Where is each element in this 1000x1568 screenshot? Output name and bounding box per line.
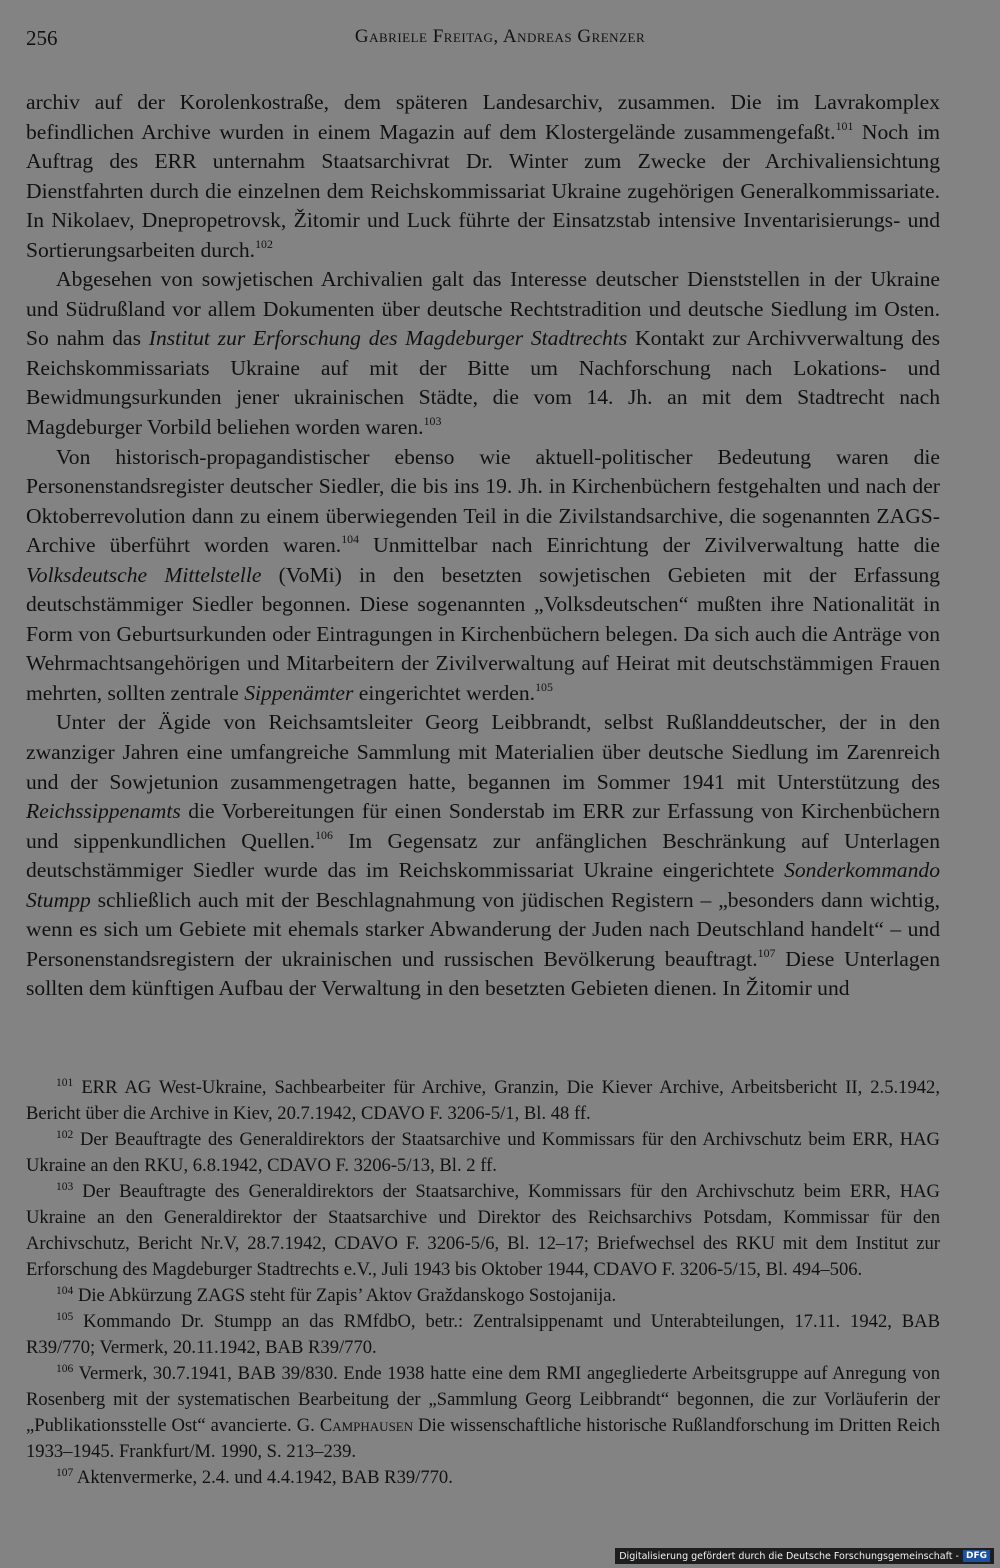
footnote-ref-103[interactable]: 103 xyxy=(423,414,442,429)
text-span: Unter der Ägide von Reichsamtsleiter Georg Leibbrandt, selbst Rußlanddeutscher, der in den zwanziger Jahren eine umfangreiche Sammlung mit Materialien über deutsche Siedlung im Zarenreich und der Sowjetunion zusammengetragen hatte, begannen im Sommer 1941 mit Unterstützung des xyxy=(26,710,940,794)
footnote-ref-105[interactable]: 105 xyxy=(535,680,553,695)
paragraph-1 xyxy=(26,88,940,265)
paragraph-4 xyxy=(26,708,940,1003)
italic-text: Sippenämter xyxy=(244,680,354,705)
text-span: Unmittelbar nach Einrichtung der Zivilverwaltung hatte die xyxy=(359,533,940,558)
page-number: 256 xyxy=(26,26,58,50)
footnote-103 xyxy=(26,1179,940,1283)
footnote-number: 105 xyxy=(56,1311,74,1324)
digitization-footer xyxy=(615,1548,994,1564)
footnote-text: Kommando Dr. Stumpp an das RMfdbO, betr.: Zentralsippenamt und Unterabteilungen, 17.11. 1942, BAB R39/770; Vermerk, 20.11.1942, BAB R39/770. xyxy=(26,1311,941,1358)
text-span: Von historisch-propagandistischer ebenso wie aktuell-politischer Bedeutung waren die Personenstandsregister deutscher Siedler, die bis ins 19. Jh. in Kirchenbüchern festgehalten und nach der Oktoberrevolution dann zu einem überwiegenden Teil in die Zivilstandsarchive, die sogenannten ZAGS-Archive überführt worden waren. xyxy=(26,444,940,558)
footnote-number: 102 xyxy=(56,1129,74,1142)
footnote-102 xyxy=(26,1127,940,1179)
body-text xyxy=(26,88,940,1004)
footer-text: Digitalisierung gefördert durch die Deutsche Forschungsgemeinschaft - xyxy=(619,1550,959,1562)
footnote-107 xyxy=(26,1465,940,1491)
footnote-ref-104[interactable]: 104 xyxy=(341,532,359,547)
footnote-text: ERR AG West-Ukraine, Sachbearbeiter für Archive, Granzin, Die Kiever Archive, Arbeitsbericht II, 2.5.1942, Bericht über die Archive in Kiev, 20.7.1942, CDAVO F. 3206-5/1, Bl. 48 ff. xyxy=(26,1077,940,1124)
text-span: archiv auf der Korolenkostraße, dem späteren Landesarchiv, zusammen. Die im Lavrakomplex befindlichen Archive wurden in einem Magazin auf dem Klostergelände zusammengefaßt. xyxy=(26,90,940,144)
footnote-text: Die wissenschaftliche historische Rußlandforschung im Dritten Reich 1933–1945. Frankfurt/M. 1990, S. 213–239. xyxy=(26,1415,940,1462)
text-span: Im Gegensatz zur anfänglichen Beschränkung auf Unterlagen deutschstämmiger Siedler wurde das im Reichskommissariat Ukraine eingerichtete xyxy=(26,828,940,883)
footnote-ref-106[interactable]: 106 xyxy=(315,827,333,842)
dfg-logo-icon: DFG xyxy=(963,1550,990,1562)
text-span: (VoMi) in den besetzten sowjetischen Gebieten mit der Erfassung deutschstämmiger Siedler begonnen. Diese sogenannten „Volksdeutschen“ mußten ihre Nationalität in Form von Geburtsurkunden oder Eintragungen in Kirchenbüchern belegen. Da sich auch die Anträge von Wehrmachtsangehörigen und Mitarbeitern der Zivilverwaltung auf Heirat mit deutschstämmigen Frauen mehrten, sollten zentrale xyxy=(26,562,940,705)
running-head: Gabriele Freitag, Andreas Grenzer xyxy=(354,26,646,47)
footnotes xyxy=(26,1075,940,1491)
italic-text: Reichssippenamts xyxy=(26,799,181,824)
footnote-number: 104 xyxy=(56,1285,74,1298)
footnote-104 xyxy=(26,1283,940,1309)
footnote-number: 101 xyxy=(56,1077,74,1090)
italic-text: Volksdeutsche Mittelstelle xyxy=(26,562,262,587)
footnote-ref-107[interactable]: 107 xyxy=(757,945,776,960)
footnote-text: Die Abkürzung ZAGS steht für Zapis’ Aktov Graždanskogo Sostojanija. xyxy=(77,1285,617,1306)
text-span: Noch im Auftrag des ERR unternahm Staatsarchivrat Dr. Winter zum Zwecke der Archivaliensichtung Dienstfahrten durch die einzelnen dem Reichskommissariat Ukraine zugehörigen Generalkommissariate. In Nikolaev, Dnepropetrovsk, Žitomir und Luck führte der Einsatzstab intensive Inventarisierungs- und Sortierungsarbeiten durch. xyxy=(26,119,940,262)
page-header xyxy=(26,26,974,56)
footnote-ref-102[interactable]: 102 xyxy=(255,236,273,251)
text-span: schließlich auch mit der Beschlagnahmung von jüdischen Registern – „besonders dann wichtig, wenn es sich um Gebiete mit ehemals starker Abwanderung der Juden nach Deutschland handelt“ – und Personenstandsregistern der ukrainischen und russischen Bevölkerung beauftragt. xyxy=(26,887,940,971)
footnote-106 xyxy=(26,1361,940,1465)
footnote-text: Vermerk, 30.7.1941, BAB 39/830. Ende 1938 hatte eine dem RMI angegliederte Arbeitsgruppe auf Anregung von Rosenberg mit der systematischen Bearbeitung der „Sammlung Georg Leibbrandt“ begonnen, die zur Vorläuferin der „Publikationsstelle Ost“ avancierte. G. xyxy=(26,1363,941,1436)
text-span: Abgesehen von sowjetischen Archivalien galt das Interesse deutscher Dienststellen in der Ukraine und Südrußland vor allem Dokumenten über deutsche Rechtstradition und deutsche Siedlung im Osten. So nahm das xyxy=(26,267,940,351)
italic-text: Institut zur Erforschung des Magdeburger Stadtrechts xyxy=(148,326,628,351)
footnote-101 xyxy=(26,1075,940,1127)
text-span: Diese Unterlagen sollten dem künftigen Aufbau der Verwaltung in den besetzten Gebieten dienen. In Žitomir und xyxy=(26,946,940,1001)
paragraph-2 xyxy=(26,265,940,442)
footnote-105 xyxy=(26,1309,940,1361)
text-span: die Vorbereitungen für einen Sonderstab im ERR zur Erfassung von Kirchenbüchern und sippenkundlichen Quellen. xyxy=(26,799,940,853)
text-span: eingerichtet werden. xyxy=(353,680,536,705)
italic-text: Sonderkommando Stumpp xyxy=(26,858,940,912)
footnote-text: Aktenvermerke, 2.4. und 4.4.1942, BAB R39/770. xyxy=(76,1467,453,1488)
footnote-number: 107 xyxy=(56,1467,74,1480)
footnote-text: Der Beauftragte des Generaldirektors der Staatsarchive und Kommissars für den Archivschutz beim ERR, HAG Ukraine an den RKU, 6.8.1942, CDAVO F. 3206-5/13, Bl. 2 ff. xyxy=(26,1129,940,1176)
footnote-ref-101[interactable]: 101 xyxy=(835,118,854,133)
footnote-number: 106 xyxy=(56,1363,74,1376)
paragraph-3 xyxy=(26,443,940,709)
footnote-text: Der Beauftragte des Generaldirektors der Staatsarchive, Kommissars für den Archivschutz beim ERR, HAG Ukraine an den Generaldirektor der Staatsarchive und Direktor des Reichsarchivs Potsdam, Kommissar für den Archivschutz, Bericht Nr.V, 28.7.1942, CDAVO F. 3206-5/6, Bl. 12–17; Briefwechsel des RKU mit dem Institut zur Erforschung des Magdeburger Stadtrechts e.V., Juli 1943 bis Oktober 1944, CDAVO F. 3206-5/15, Bl. 494–506. xyxy=(26,1181,940,1280)
text-span: Kontakt zur Archivverwaltung des Reichskommissariats Ukraine auf mit der Bitte um Nachforschung nach Lokations- und Bewidmungsurkunden jener ukrainischen Städte, die vom 14. Jh. an mit dem Stadtrecht nach Magdeburger Vorbild beliehen worden waren. xyxy=(26,326,940,440)
author-name: Camphausen xyxy=(319,1415,414,1436)
footnote-number: 103 xyxy=(56,1181,74,1194)
